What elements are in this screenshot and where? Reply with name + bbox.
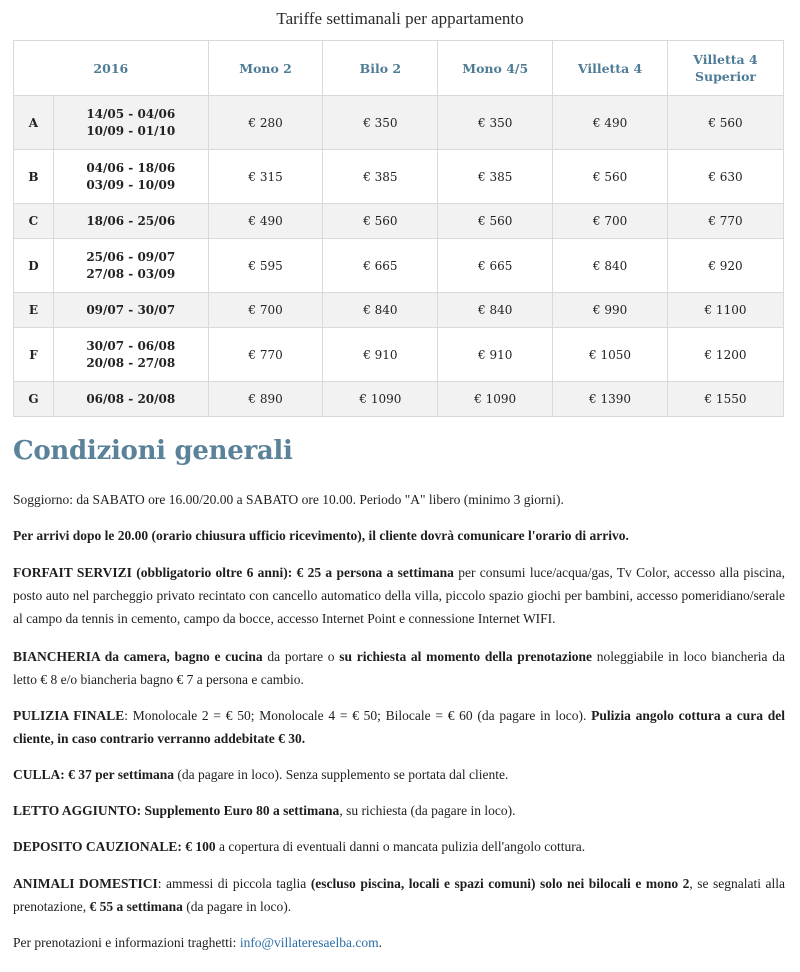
- rates-table: [13, 40, 784, 417]
- period-dates: 25/06 - 09/07 27/08 - 03/09: [53, 239, 208, 293]
- price-cell: € 665: [438, 239, 553, 293]
- table-row: [14, 293, 784, 328]
- animali-bold: ANIMALI DOMESTICI: [13, 876, 158, 891]
- price-cell: € 560: [323, 204, 438, 239]
- price-cell: € 840: [438, 293, 553, 328]
- price-cell: € 840: [553, 239, 668, 293]
- table-caption: Tariffe settimanali per appartamento: [276, 9, 524, 28]
- deposito-text: a copertura di eventuali danni o mancata pulizia dell'angolo cottura.: [215, 839, 586, 854]
- animali-paragraph: [13, 872, 785, 918]
- period-dates: 30/07 - 06/08 20/08 - 27/08: [53, 328, 208, 382]
- pulizia-bold: PULIZIA FINALE: [13, 708, 125, 723]
- price-cell: € 920: [667, 239, 783, 293]
- biancheria-paragraph: [13, 645, 785, 691]
- price-cell: € 700: [208, 293, 323, 328]
- forfait-paragraph: [13, 561, 785, 630]
- price-cell: € 910: [323, 328, 438, 382]
- price-cell: € 630: [667, 150, 783, 204]
- arrivi-paragraph: [13, 524, 785, 547]
- price-cell: € 1050: [553, 328, 668, 382]
- price-cell: € 1550: [667, 382, 783, 417]
- price-cell: € 490: [208, 204, 323, 239]
- pulizia-paragraph: [13, 704, 785, 750]
- letto-bold: LETTO AGGIUNTO: Supplemento Euro 80 a settimana: [13, 803, 340, 818]
- price-cell: € 560: [667, 96, 783, 150]
- arrivi-text: Per arrivi dopo le 20.00 (orario chiusura ufficio ricevimento), il cliente dovrà comunicare l'orario di arrivo.: [13, 528, 629, 543]
- culla-paragraph: [13, 763, 785, 786]
- price-cell: € 385: [438, 150, 553, 204]
- price-cell: € 315: [208, 150, 323, 204]
- animali-bold-3: € 55 a settimana: [89, 899, 183, 914]
- price-cell: € 280: [208, 96, 323, 150]
- letto-paragraph: [13, 799, 785, 822]
- column-header: Villetta 4 Superior: [667, 41, 783, 96]
- period-code: C: [14, 204, 54, 239]
- price-cell: € 665: [323, 239, 438, 293]
- period-dates: 06/08 - 20/08: [53, 382, 208, 417]
- column-header: Mono 4/5: [438, 41, 553, 96]
- price-cell: € 1090: [323, 382, 438, 417]
- period-dates: 04/06 - 18/06 03/09 - 10/09: [53, 150, 208, 204]
- soggiorno-paragraph: Soggiorno: da SABATO ore 16.00/20.00 a SABATO ore 10.00. Periodo "A" libero (minimo 3 giorni).: [13, 492, 564, 507]
- email-link[interactable]: info@villateresaelba.com: [239, 935, 379, 950]
- price-cell: € 350: [438, 96, 553, 150]
- period-dates: 18/06 - 25/06: [53, 204, 208, 239]
- price-cell: € 1090: [438, 382, 553, 417]
- period-dates: 09/07 - 30/07: [53, 293, 208, 328]
- price-cell: € 560: [438, 204, 553, 239]
- culla-bold: CULLA: € 37 per settimana: [13, 767, 174, 782]
- price-cell: € 385: [323, 150, 438, 204]
- period-code: A: [14, 96, 54, 150]
- price-cell: € 1100: [667, 293, 783, 328]
- table-row: [14, 204, 784, 239]
- price-cell: € 770: [667, 204, 783, 239]
- deposito-paragraph: [13, 835, 785, 858]
- period-code: E: [14, 293, 54, 328]
- price-cell: € 1390: [553, 382, 668, 417]
- period-code: B: [14, 150, 54, 204]
- animali-text-2: , se segnalati alla prenotazione,: [13, 876, 785, 914]
- prenotazioni-end: .: [378, 935, 382, 950]
- price-cell: € 910: [438, 328, 553, 382]
- biancheria-text: da portare o: [262, 649, 340, 664]
- period-code: F: [14, 328, 54, 382]
- prenotazioni-paragraph: [13, 931, 785, 954]
- period-code: G: [14, 382, 54, 417]
- table-row: [14, 96, 784, 150]
- price-cell: € 350: [323, 96, 438, 150]
- price-cell: € 990: [553, 293, 668, 328]
- price-cell: € 560: [553, 150, 668, 204]
- animali-text: : ammessi di piccola taglia: [157, 876, 311, 891]
- biancheria-bold: BIANCHERIA da camera, bagno e cucina: [13, 649, 263, 664]
- period-code: D: [14, 239, 54, 293]
- table-header-row: [14, 41, 784, 96]
- price-cell: € 840: [323, 293, 438, 328]
- year-header: 2016: [14, 41, 209, 96]
- conditions-heading: Condizioni generali: [13, 436, 293, 466]
- table-row: [14, 150, 784, 204]
- table-row: [14, 382, 784, 417]
- price-cell: € 595: [208, 239, 323, 293]
- biancheria-text-2: noleggiabile in loco biancheria da letto € 8 e/o biancheria bagno € 7 a persona e cambio.: [13, 649, 786, 687]
- price-cell: € 770: [208, 328, 323, 382]
- culla-text: (da pagare in loco). Senza supplemento se portata dal cliente.: [174, 767, 509, 782]
- prenotazioni-text: Per prenotazioni e informazioni traghetti:: [13, 935, 240, 950]
- animali-text-3: (da pagare in loco).: [182, 899, 292, 914]
- biancheria-bold-2: su richiesta al momento della prenotazione: [339, 649, 593, 664]
- price-cell: € 700: [553, 204, 668, 239]
- table-row: [14, 239, 784, 293]
- price-cell: € 1200: [667, 328, 783, 382]
- period-dates: 14/05 - 04/06 10/09 - 01/10: [53, 96, 208, 150]
- animali-bold-2: (escluso piscina, locali e spazi comuni) solo nei bilocali e mono 2: [310, 876, 690, 891]
- letto-text: , su richiesta (da pagare in loco).: [339, 803, 516, 818]
- column-header: Mono 2: [208, 41, 323, 96]
- pulizia-bold-2: Pulizia angolo cottura a cura del cliente, in caso contrario verranno addebitate € 30.: [13, 708, 785, 746]
- deposito-bold: DEPOSITO CAUZIONALE: € 100: [13, 839, 216, 854]
- price-cell: € 490: [553, 96, 668, 150]
- pulizia-text: : Monolocale 2 = € 50; Monolocale 4 = € 50; Bilocale = € 60 (da pagare in loco).: [124, 708, 592, 723]
- column-header: Bilo 2: [323, 41, 438, 96]
- column-header: Villetta 4: [553, 41, 668, 96]
- forfait-text: per consumi luce/acqua/gas, Tv Color, accesso alla piscina, posto auto nel parcheggio privato recintato con cancello automatico della villa, piccolo spazio giochi per bambini, accesso pomeridiano/serale al campo da tennis in cemento, campo da bocce, accesso Internet Point e connessione Internet WIFI.: [13, 565, 786, 626]
- table-row: [14, 328, 784, 382]
- price-cell: € 890: [208, 382, 323, 417]
- forfait-bold: FORFAIT SERVIZI (obbligatorio oltre 6 anni): € 25 a persona a settimana: [13, 565, 454, 580]
